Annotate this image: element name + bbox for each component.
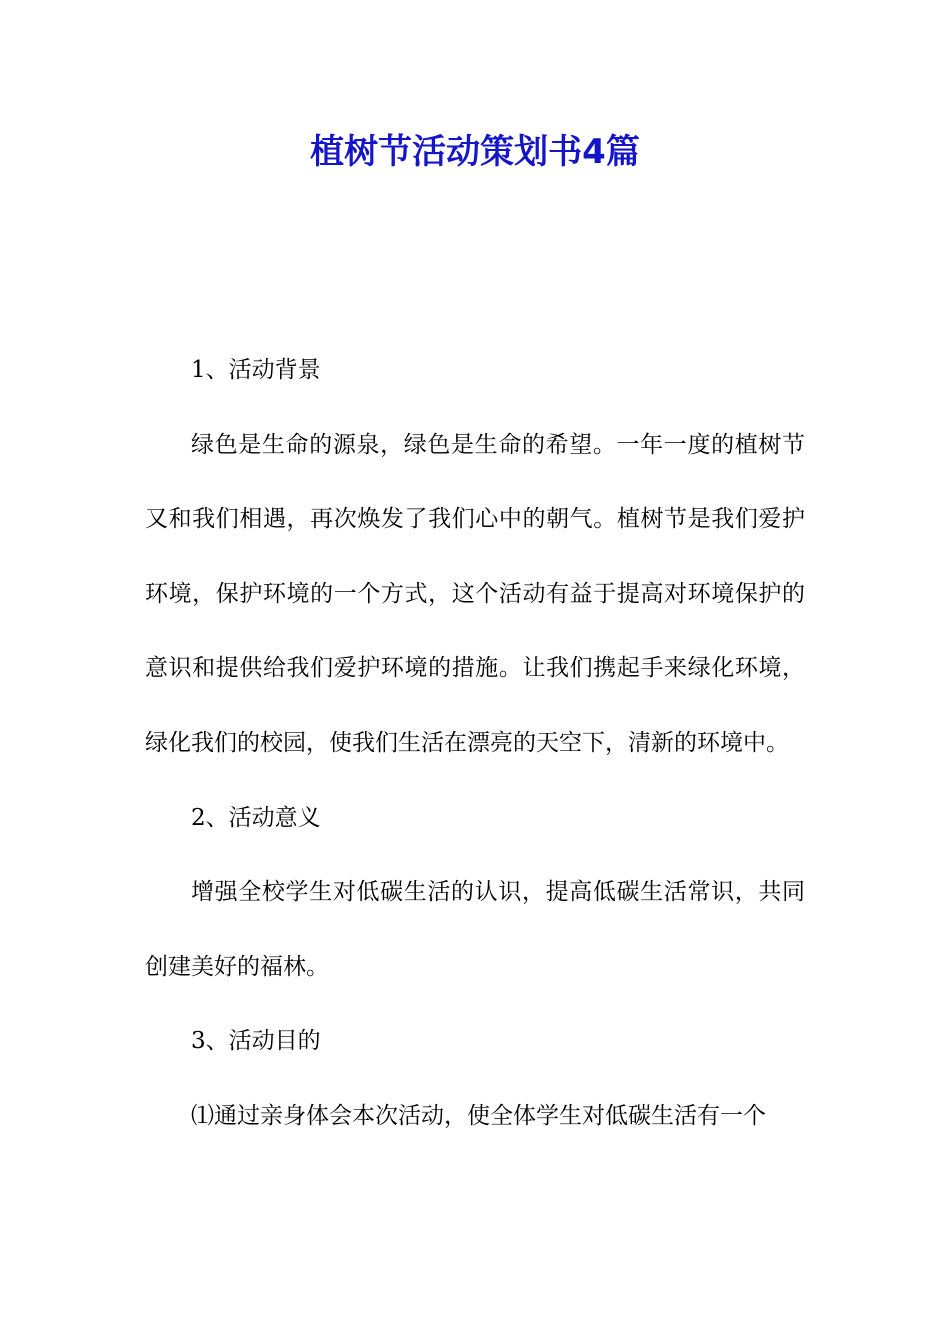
document-title: 植树节活动策划书4篇 [310, 132, 640, 172]
document-body [145, 333, 805, 1154]
heading-activity-significance: 2、活动意义 [191, 804, 321, 831]
heading-activity-purpose: 3、活动目的 [191, 1028, 321, 1055]
paragraph-activity-background: 绿色是生命的源泉，绿色是生命的希望。一年一度的植树节又和我们相遇，再次焕发了我们心中的朝气。植树节是我们爱护环境，保护环境的一个方式，这个活动有益于提高对环境保护的意识和提供给我们爱护环境的措施。让我们携起手来绿化环境，绿化我们的校园，使我们生活在漂亮的天空下，清新的环境中。 [145, 431, 805, 756]
heading-activity-background: 1、活动背景 [191, 357, 321, 383]
paragraph-activity-significance: 增强全校学生对低碳生活的认识，提高低碳生活常识，共同创建美好的福林。 [145, 879, 805, 980]
paragraph-activity-purpose-1: ⑴通过亲身体会本次活动，使全体学生对低碳生活有一个 [191, 1102, 766, 1129]
